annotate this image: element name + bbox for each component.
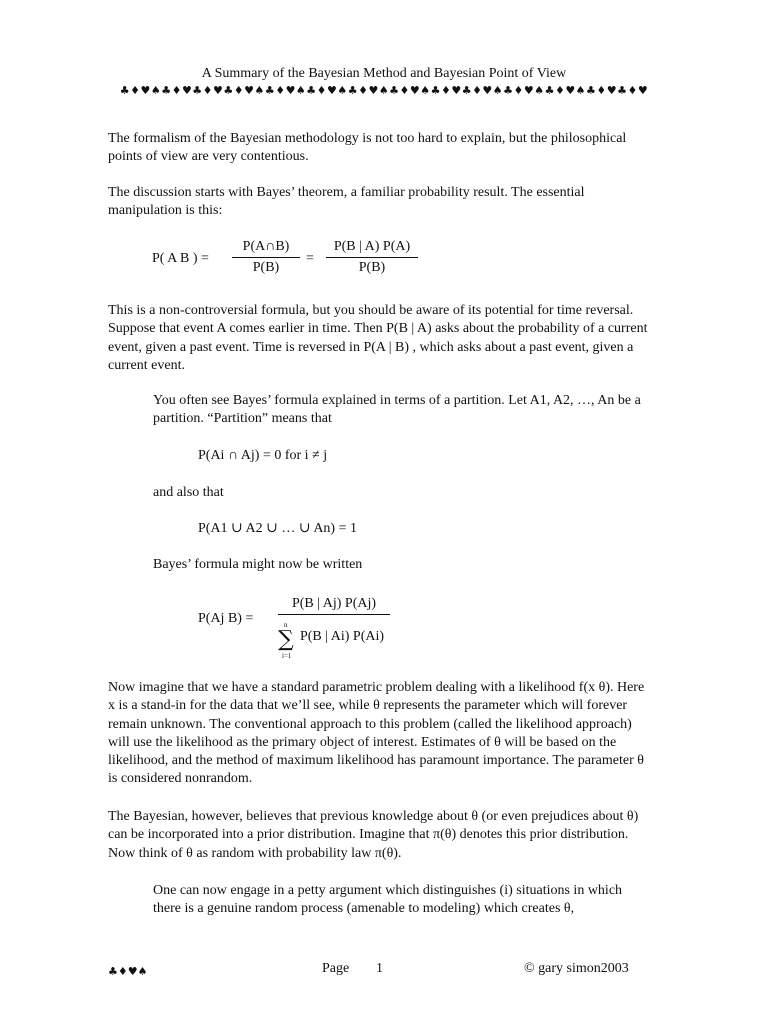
eq3-partition-union: P(A1 ∪ A2 ∪ … ∪ An) = 1 bbox=[198, 521, 357, 536]
paragraph-3: This is a non-controversial formula, but you should be aware of its potential for time reversal. Suppose that event A comes earlier in time. Then P(B | A) asks about the probability of a current event, given a past event. Time is reversed in P(A | B) , which asks about a past event, given a current event. bbox=[108, 303, 648, 373]
paragraph-8: The Bayesian, however, believes that previous knowledge about θ (or even prejudices about θ) can be incorporated into a prior distribution. Imagine that π(θ) denotes this prior distribution. Now think of θ as random with probability law π(θ). bbox=[108, 809, 639, 861]
paragraph-2: The discussion starts with Bayes’ theorem, a familiar probability result. The essential manipulation is this: bbox=[108, 185, 585, 219]
eq1-numerator-1: P(A∩B) bbox=[232, 239, 300, 258]
eq1-lhs: P( A B ) = bbox=[152, 251, 209, 266]
paragraph-6: Bayes’ formula might now be written bbox=[153, 557, 363, 572]
eq1-numerator-2: P(B | A) P(A) bbox=[326, 239, 418, 258]
eq4-summation-sign: ∑ bbox=[278, 627, 294, 652]
footer-page-label: Page bbox=[322, 961, 350, 976]
eq4-numerator: P(B | Aj) P(Aj) bbox=[278, 596, 390, 615]
footer-page-number: 1 bbox=[376, 961, 383, 976]
eq1-denominator-1: P(B) bbox=[252, 260, 280, 275]
suit-ornament-divider: ♣♦♥♠♣♦♥♣♦♥♣♦♥♠♣♦♥♠♣♦♥♠♣♦♥♠♣♦♥♠♣♦♥♣♦♥♠♣♦♥♠♣♦♥♠♣♦♥♣♦♥ bbox=[119, 84, 649, 97]
eq1-equals: = bbox=[306, 251, 314, 266]
eq4-denominator: P(B | Ai) P(Ai) bbox=[299, 629, 385, 644]
paragraph-4: You often see Bayes’ formula explained in terms of a partition. Let A1, A2, …, An be a partition. “Partition” means that bbox=[153, 393, 641, 427]
eq1-fraction-2 bbox=[326, 239, 418, 276]
paragraph-5: and also that bbox=[153, 485, 224, 500]
document-title: A Summary of the Bayesian Method and Bayesian Point of View bbox=[201, 66, 567, 81]
eq4-sum-lower-limit: i=1 bbox=[282, 652, 292, 660]
eq4-fraction bbox=[278, 596, 390, 645]
paragraph-7: Now imagine that we have a standard parametric problem dealing with a likelihood f(x θ). Here x is a stand-in for the data that we’ll see, while θ represents the parameter which will forever remain unknown. The conventional approach to this problem (called the likelihood approach) will use the likelihood as the primary object of interest. Estimates of θ will be based on the likelihood, and the method of maximum likelihood has paramount importance. The parameter θ is considered nonrandom. bbox=[108, 680, 645, 787]
eq4-lhs: P(Aj B) = bbox=[198, 611, 254, 626]
paragraph-9: One can now engage in a petty argument which distinguishes (i) situations in which there is a genuine random process (amenable to modeling) which creates θ, bbox=[153, 883, 623, 917]
eq1-denominator-2: P(B) bbox=[358, 260, 386, 275]
eq4-sum-upper-limit: n bbox=[284, 621, 288, 629]
paragraph-1: The formalism of the Bayesian methodology is not too hard to explain, but the philosophical points of view are very contentious. bbox=[108, 131, 627, 165]
footer-copyright: © gary simon2003 bbox=[524, 961, 629, 976]
eq1-fraction-1 bbox=[232, 239, 300, 276]
footer-suit-ornament: ♣♦♥♠ bbox=[108, 965, 148, 978]
eq2-partition-disjoint: P(Ai ∩ Aj) = 0 for i ≠ j bbox=[198, 448, 328, 463]
